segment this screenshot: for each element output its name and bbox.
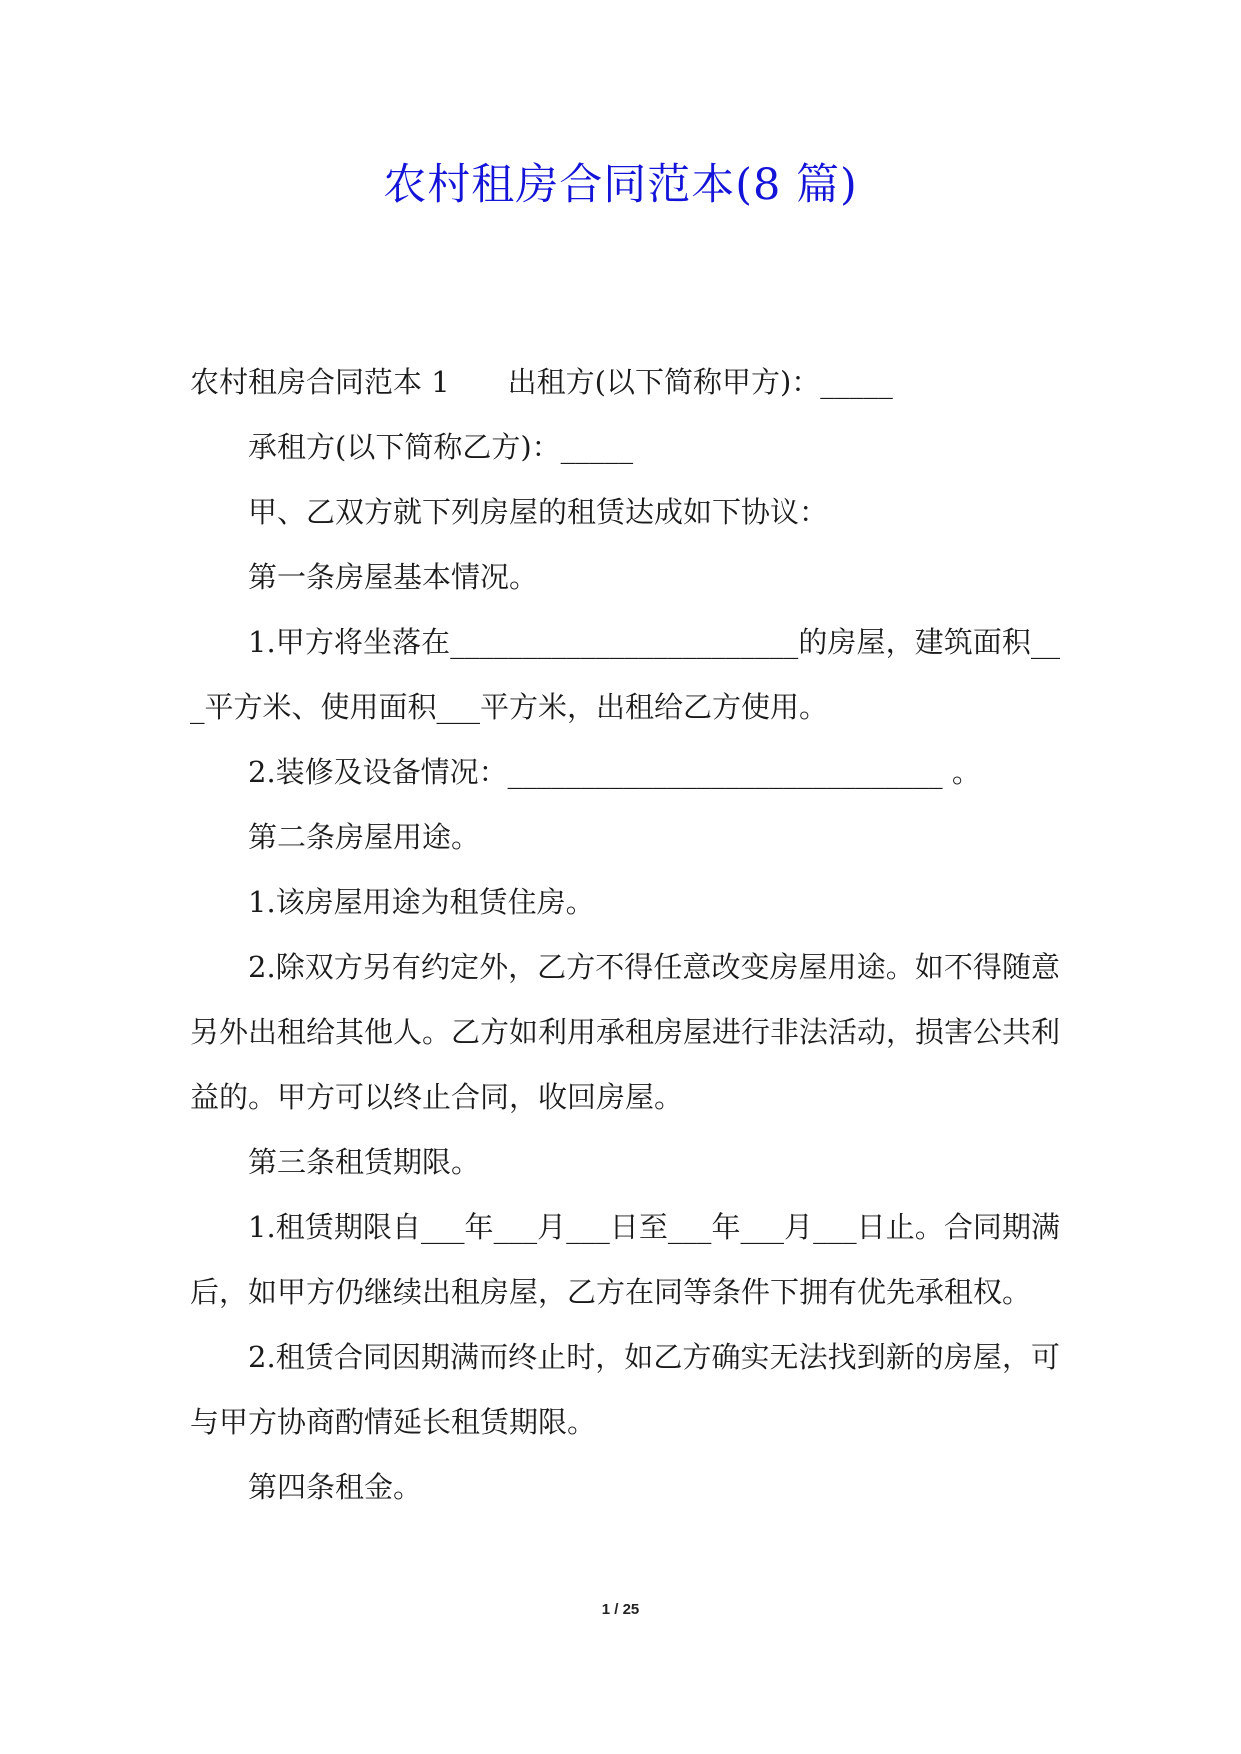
page-number: 1 / 25: [601, 1601, 640, 1618]
paragraph: 2.装修及设备情况：______________________________ 。: [248, 755, 981, 789]
section-heading: 第二条房屋用途。: [248, 820, 481, 854]
paragraph: 1.租赁期限自___年___月___日至___年___月___日止。合同期满后，如甲方仍继续出租房屋，乙方在同等条件下拥有优先承租权。: [190, 1210, 1060, 1309]
section-heading: 第一条房屋基本情况。: [248, 560, 539, 594]
paragraph: 2.除双方另有约定外，乙方不得任意改变房屋用途。如不得随意另外出租给其他人。乙方如利用承租房屋进行非法活动，损害公共利益的。甲方可以终止合同，收回房屋。: [190, 950, 1061, 1114]
document-body: [190, 350, 1060, 1520]
paragraph: 2.租赁合同因期满而终止时，如乙方确实无法找到新的房屋，可与甲方协商酌情延长租赁期限。: [190, 1340, 1060, 1439]
paragraph: 甲、乙双方就下列房屋的租赁达成如下协议：: [248, 495, 829, 529]
section-heading: 第三条租赁期限。: [248, 1145, 481, 1179]
paragraph: 1.甲方将坐落在________________________的房屋，建筑面积___平方米、使用面积___平方米，出租给乙方使用。: [190, 625, 1060, 724]
paragraph: 1.该房屋用途为租赁住房。: [248, 885, 595, 919]
document-title: 农村租房合同范本(8 篇): [383, 160, 858, 210]
paragraph: 承租方(以下简称乙方)：_____: [248, 430, 634, 464]
section-heading: 第四条租金。: [248, 1470, 423, 1504]
paragraph: 农村租房合同范本 1 出租方(以下简称甲方)：_____: [190, 365, 893, 399]
